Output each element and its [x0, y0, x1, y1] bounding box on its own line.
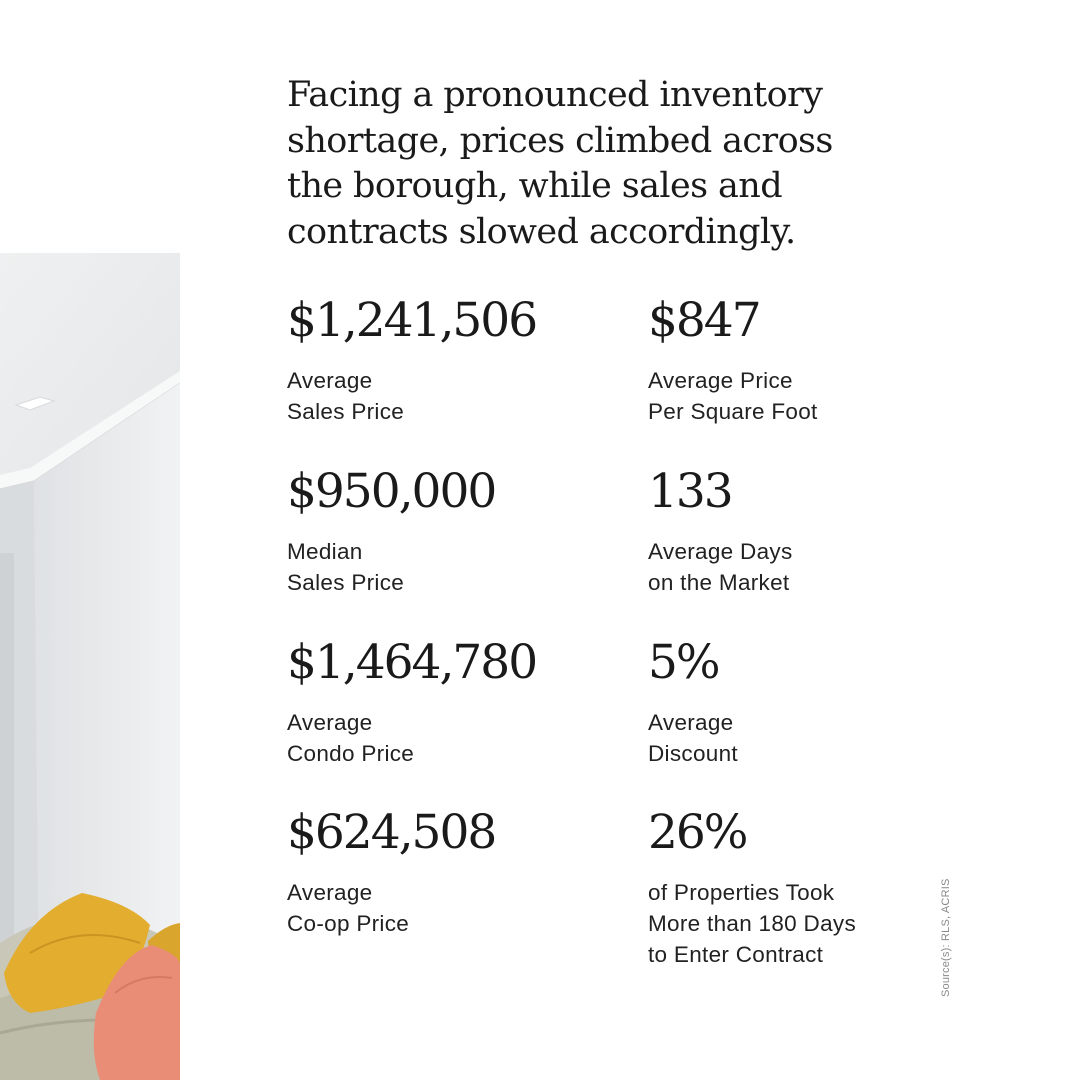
stat-value: $847 — [648, 293, 760, 348]
stat-label-line: Median — [287, 539, 363, 564]
stat-label-line: Per Square Foot — [648, 399, 818, 424]
stat-label-line: Average Days — [648, 539, 793, 564]
stat-value: 5% — [648, 635, 719, 690]
stat-label — [648, 707, 978, 769]
stat-value: $950,000 — [287, 464, 496, 519]
stat-average-sales-price — [287, 293, 617, 427]
stat-label — [648, 877, 978, 970]
stat-label-line: Sales Price — [287, 399, 405, 424]
stat-label-line: Average — [648, 710, 734, 735]
stat-average-price-per-sqft — [648, 293, 978, 427]
stat-label — [287, 536, 617, 598]
stat-average-coop-price — [287, 805, 617, 939]
stat-label — [287, 365, 617, 427]
stat-label-line: More than 180 Days — [648, 911, 857, 936]
headline-line: Facing a pronounced inventory — [287, 75, 823, 115]
stat-label — [648, 536, 978, 598]
stat-label-line: Average — [287, 710, 373, 735]
stat-value: 133 — [648, 464, 732, 519]
stat-label-line: Sales Price — [287, 570, 405, 595]
stat-median-sales-price — [287, 464, 617, 598]
stat-value: $624,508 — [287, 805, 496, 860]
stat-label-line: to Enter Contract — [648, 942, 824, 967]
headline-line: the borough, while sales and — [287, 166, 783, 206]
stat-average-days-on-market — [648, 464, 978, 598]
stat-label-line: Condo Price — [287, 741, 415, 766]
interior-photo — [0, 253, 180, 1080]
stat-value: $1,464,780 — [287, 635, 537, 690]
stat-label-line: Average — [287, 880, 373, 905]
stat-label — [648, 365, 978, 427]
stat-label-line: on the Market — [648, 570, 790, 595]
headline-line: shortage, prices climbed across — [287, 120, 833, 161]
stat-label-line: Co-op Price — [287, 911, 410, 936]
stat-value: $1,241,506 — [287, 293, 537, 348]
stat-label-line: of Properties Took — [648, 880, 835, 905]
stat-average-discount — [648, 635, 978, 769]
headline — [287, 73, 847, 255]
stat-label-line: Average — [287, 368, 373, 393]
stat-label — [287, 877, 617, 939]
stat-label-line: Discount — [648, 741, 738, 766]
stat-average-condo-price — [287, 635, 617, 769]
stat-properties-over-180-days — [648, 805, 978, 970]
headline-line: contracts slowed accordingly. — [287, 211, 796, 252]
stat-value: 26% — [648, 805, 747, 860]
source-note: Source(s): RLS, ACRIS — [940, 878, 952, 997]
stat-label — [287, 707, 617, 769]
stat-label-line: Average Price — [648, 368, 793, 393]
